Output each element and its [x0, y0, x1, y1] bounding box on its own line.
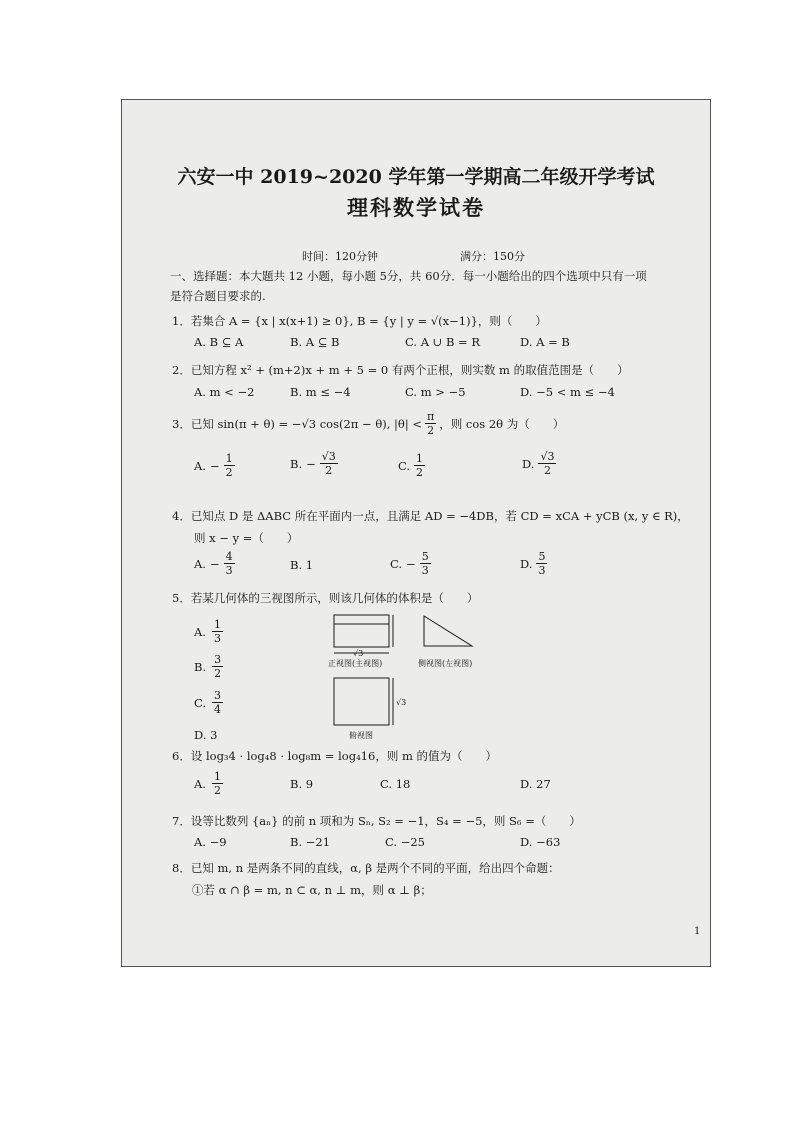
- question-4-option-c: C. − $\frac{5}{3}$: [390, 550, 429, 577]
- three-view-figure: [317, 610, 507, 740]
- question-7-option-a: A. −9: [194, 835, 227, 849]
- question-7-option-b: B. −21: [290, 835, 331, 849]
- question-3-option-d: D. $\frac{√3}{2}$: [522, 450, 555, 477]
- question-4-option-a: A. − $\frac{4}{3}$: [194, 550, 233, 577]
- question-5-option-a: A. $\frac{1}{3}$: [194, 618, 221, 645]
- question-5-option-d: D. 3: [194, 728, 218, 742]
- question-2-stem: 2．已知方程 x² + (m+2)x + m + 5 = 0 有两个正根，则实数 m 的取值范围是（ ）: [172, 363, 629, 377]
- section-heading: 一、选择题：本大题共 12 小题，每小题 5分，共 60分．每一小题给出的四个选项中只有一项: [170, 269, 647, 283]
- section-heading-cont: 是符合题目要求的.: [170, 289, 266, 303]
- question-1-option-a: A. B ⊆ A: [194, 335, 244, 349]
- question-2-option-d: D. −5 < m ≤ −4: [520, 385, 615, 399]
- question-1-option-b: B. A ⊆ B: [290, 335, 340, 349]
- top-view: [334, 678, 389, 725]
- question-8-item-1: ①若 α ∩ β = m, n ⊂ α, n ⊥ m，则 α ⊥ β；: [192, 883, 432, 897]
- question-3-stem-fraction: $\frac{\pi}{2}$: [427, 410, 435, 437]
- question-6-option-b: B. 9: [290, 777, 314, 791]
- question-6-option-d: D. 27: [520, 777, 551, 791]
- side-view-caption: 侧视图(左视图): [418, 659, 473, 668]
- question-6-option-c: C. 18: [380, 777, 411, 791]
- front-view-dimension-label: √3: [353, 649, 364, 658]
- exam-subtitle: 理科数学试卷: [347, 195, 485, 220]
- question-4-option-b: B. 1: [290, 558, 314, 572]
- exam-title: 六安一中 2019~2020 学年第一学期高二年级开学考试: [177, 166, 655, 188]
- question-5-stem: 5．若某几何体的三视图所示，则该几何体的体积是（ ）: [172, 591, 479, 605]
- question-3-stem: [172, 410, 564, 437]
- question-7-option-d: D. −63: [520, 835, 561, 849]
- exam-paper: [121, 99, 711, 967]
- question-3-option-a: A. − $\frac{1}{2}$: [194, 452, 233, 479]
- question-3-option-c: C. $\frac{1}{2}$: [398, 452, 424, 479]
- question-1-option-c: C. A ∪ B = R: [405, 335, 481, 349]
- exam-time: 时间：120分钟: [302, 250, 378, 263]
- question-7-stem: 7．设等比数列 {aₙ} 的前 n 项和为 Sₙ, S₂ = −1，S₄ = −5，则 S₆ =（ ）: [172, 814, 581, 828]
- top-view-dimension-label: √3: [396, 698, 407, 707]
- exam-score: 满分：150分: [460, 250, 525, 263]
- question-3-stem-text: 3．已知 sin(π + θ) = −√3 cos(2π − θ), |θ| <: [172, 416, 423, 431]
- question-4-option-d: D. $\frac{5}{3}$: [520, 550, 546, 577]
- question-2-option-c: C. m > −5: [405, 385, 466, 399]
- question-1-stem: 1．若集合 A = {x | x(x+1) ≥ 0}, B = {y | y = √(x−1)}，则（ ）: [172, 314, 547, 328]
- question-8-stem: 8．已知 m, n 是两条不同的直线，α, β 是两个不同的平面，给出四个命题：: [172, 861, 560, 875]
- question-6-option-a: A. $\frac{1}{2}$: [194, 770, 221, 797]
- question-2-option-a: A. m < −2: [194, 385, 255, 399]
- top-view-caption: 俯视图: [349, 731, 373, 740]
- question-7-option-c: C. −25: [385, 835, 425, 849]
- question-3-stem-text-end: ，则 cos 2θ 为（ ）: [439, 416, 565, 431]
- side-view: [424, 616, 472, 646]
- question-6-stem: 6．设 log₃4 · log₄8 · log₈m = log₄16，则 m 的值为（ ）: [172, 749, 498, 763]
- front-view: [334, 615, 389, 647]
- question-1-option-d: D. A = B: [520, 335, 570, 349]
- question-5-option-b: B. $\frac{3}{2}$: [194, 653, 222, 680]
- front-view-caption: 正视图(主视图): [328, 659, 383, 668]
- question-4-stem-cont: 则 x − y =（ ）: [194, 531, 299, 545]
- question-5-option-c: C. $\frac{3}{4}$: [194, 689, 222, 716]
- question-4-stem: 4．已知点 D 是 ΔABC 所在平面内一点，且满足 AD = −4DB，若 CD = xCA + yCB (x, y ∈ R)，: [172, 509, 689, 523]
- question-3-option-b: B. − $\frac{√3}{2}$: [290, 450, 336, 477]
- page-number: 1: [694, 926, 701, 937]
- question-2-option-b: B. m ≤ −4: [290, 385, 351, 399]
